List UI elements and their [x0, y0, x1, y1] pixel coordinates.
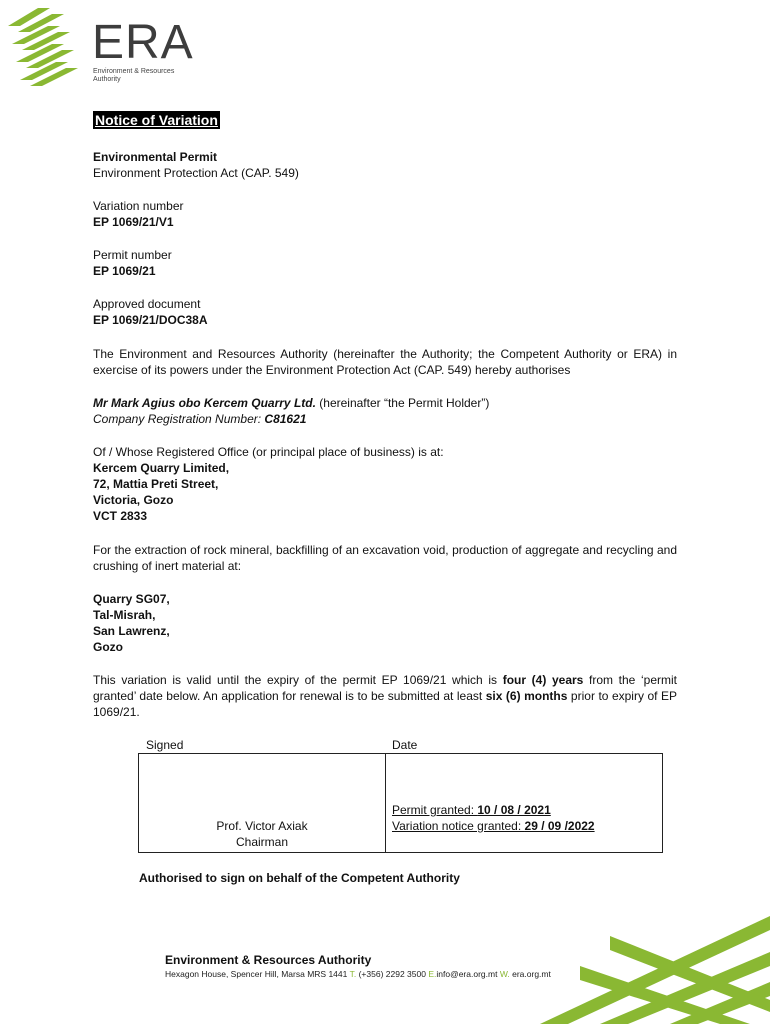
variation-granted-date: Variation notice granted: 29 / 09 /2022	[392, 819, 595, 833]
footer-organisation: Environment & Resources Authority	[165, 953, 372, 967]
permit-holder-suffix: (hereinafter “the Permit Holder”)	[315, 396, 490, 410]
document-title: Notice of Variation	[95, 112, 218, 128]
permit-act: Environment Protection Act (CAP. 549)	[93, 166, 299, 180]
site-address	[93, 591, 677, 655]
footer-phone: (+356) 2292 3500	[358, 969, 426, 979]
address-line: Victoria, Gozo	[93, 493, 174, 507]
permit-holder-name: Mr Mark Agius obo Kercem Quarry Ltd.	[93, 396, 316, 410]
date-cell	[386, 754, 663, 853]
address-line: VCT 2833	[93, 509, 148, 523]
footer-website[interactable]: era.org.mt	[512, 969, 551, 979]
variation-number-label: Variation number	[93, 199, 184, 213]
logo-subtitle: Environment & Resources Authority	[93, 68, 175, 83]
permit-number-label: Permit number	[93, 248, 172, 262]
validity-text-1: This variation is valid until the expiry of the permit EP 1069/21 which is	[93, 673, 503, 687]
validity-paragraph	[93, 672, 677, 720]
validity-months: six (6) months	[485, 689, 568, 703]
phone-label: T.	[349, 969, 357, 979]
site-line: Tal-Misrah,	[93, 608, 156, 622]
approved-document-label: Approved document	[93, 297, 201, 311]
company-registration-value: C81621	[264, 412, 307, 426]
email-label: E.	[428, 969, 437, 979]
signatory-role: Chairman	[235, 835, 289, 849]
validity-text-3: prior to expiry of EP 1069/21.	[93, 689, 677, 719]
approved-document-value: EP 1069/21/DOC38A	[93, 313, 208, 327]
permit-holder-line	[93, 395, 677, 411]
site-line: Quarry SG07,	[93, 592, 170, 606]
signatory-name: Prof. Victor Axiak	[216, 819, 308, 833]
office-address	[93, 460, 677, 524]
validity-years: four (4) years	[502, 673, 584, 687]
permit-number-value: EP 1069/21	[93, 264, 156, 278]
site-line: San Lawrenz,	[93, 624, 170, 638]
footer-contact	[165, 968, 551, 980]
signature-table	[138, 753, 663, 853]
site-line: Gozo	[93, 640, 123, 654]
logo-wordmark: ERA	[92, 16, 194, 69]
variation-number-value: EP 1069/21/V1	[93, 215, 174, 229]
address-line: Kercem Quarry Limited,	[93, 461, 230, 475]
footer-email[interactable]: info@era.org.mt	[436, 969, 498, 979]
signed-label: Signed	[146, 738, 184, 752]
authorisation-paragraph: The Environment and Resources Authority (hereinafter the Authority; the Competent Authority or ERA) in exercise of its powers under the Environment Protection Act (CAP. 549) hereby authorises	[93, 347, 677, 377]
purpose-paragraph: For the extraction of rock mineral, backfilling of an excavation void, production of aggregate and recycling and crushing of inert material at:	[93, 543, 677, 573]
footer-address: Hexagon House, Spencer Hill, Marsa MRS 1441	[165, 969, 348, 979]
company-registration	[93, 411, 677, 427]
office-intro: Of / Whose Registered Office (or principal place of business) is at:	[93, 445, 444, 459]
permit-type-heading: Environmental Permit	[93, 150, 218, 164]
authorised-statement: Authorised to sign on behalf of the Competent Authority	[139, 871, 460, 885]
company-registration-label: Company Registration Number:	[93, 412, 265, 426]
validity-text-2: from the ‘permit granted’ date below. An application for renewal is to be submitted at least	[93, 673, 677, 703]
footer-stripes-decoration	[520, 896, 770, 1024]
date-label: Date	[392, 738, 418, 752]
address-line: 72, Mattia Preti Street,	[93, 477, 219, 491]
permit-granted-date: Permit granted: 10 / 08 / 2021	[392, 803, 551, 817]
web-label: W.	[499, 969, 510, 979]
signature-cell	[139, 754, 386, 853]
